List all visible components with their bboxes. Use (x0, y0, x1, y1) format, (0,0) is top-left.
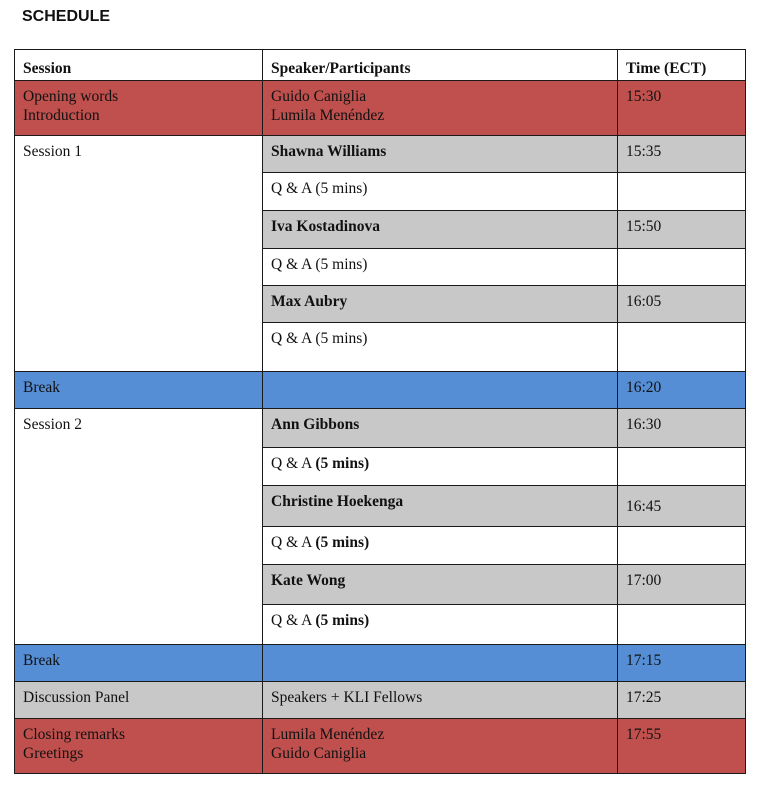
session2-qa3-time (618, 605, 746, 645)
header-session: Session (15, 50, 263, 81)
break2-label: Break (15, 645, 263, 682)
opening-speaker-cell (263, 81, 618, 136)
session1-speaker1: Shawna Williams (263, 136, 618, 173)
session1-speaker2: Iva Kostadinova (263, 211, 618, 249)
qa-duration: (5 mins) (315, 534, 370, 551)
panel-time: 17:25 (618, 682, 746, 719)
table-row-session1-speaker1 (15, 136, 746, 173)
table-row-opening (15, 81, 746, 136)
session2-time1: 16:30 (618, 409, 746, 448)
table-row-break1 (15, 372, 746, 409)
break2-time: 17:15 (618, 645, 746, 682)
opening-speaker-line1: Guido Caniglia (271, 88, 367, 105)
session1-time2: 15:50 (618, 211, 746, 249)
header-time: Time (ECT) (618, 50, 746, 81)
table-row-break2 (15, 645, 746, 682)
closing-session-cell (15, 719, 263, 774)
session1-time3: 16:05 (618, 286, 746, 323)
session2-qa3 (263, 605, 618, 645)
schedule-table (14, 49, 746, 774)
session1-qa1: Q & A (5 mins) (263, 173, 618, 211)
header-speaker: Speaker/Participants (263, 50, 618, 81)
session1-time1: 15:35 (618, 136, 746, 173)
session2-speaker1: Ann Gibbons (263, 409, 618, 448)
closing-speaker-line2: Guido Caniglia (271, 745, 367, 762)
closing-time: 17:55 (618, 719, 746, 774)
panel-label: Discussion Panel (15, 682, 263, 719)
session2-qa1-time (618, 448, 746, 486)
session2-qa2-time (618, 527, 746, 565)
closing-speaker-line1: Lumila Menéndez (271, 726, 385, 743)
session1-label: Session 1 (15, 136, 263, 372)
qa-duration: (5 mins) (315, 612, 370, 629)
session1-qa1-time (618, 173, 746, 211)
table-row-panel (15, 682, 746, 719)
opening-session-line2: Introduction (23, 107, 100, 124)
break1-label: Break (15, 372, 263, 409)
panel-speaker: Speakers + KLI Fellows (263, 682, 618, 719)
session2-qa2 (263, 527, 618, 565)
table-row-closing (15, 719, 746, 774)
opening-time: 15:30 (618, 81, 746, 136)
closing-speaker-cell (263, 719, 618, 774)
closing-session-line1: Closing remarks (23, 726, 126, 743)
session1-qa3-time (618, 323, 746, 372)
session1-speaker3: Max Aubry (263, 286, 618, 323)
table-row-session2-speaker1 (15, 409, 746, 448)
opening-session-cell (15, 81, 263, 136)
qa-prefix: Q & A (271, 534, 316, 551)
session2-qa1 (263, 448, 618, 486)
session2-speaker2: Christine Hoekenga (263, 486, 618, 527)
qa-prefix: Q & A (271, 455, 316, 472)
session1-qa2-time (618, 249, 746, 286)
qa-prefix: Q & A (271, 612, 316, 629)
header-row (15, 50, 746, 81)
closing-session-line2: Greetings (23, 745, 84, 762)
session2-time2: 16:45 (618, 486, 746, 527)
session2-time3: 17:00 (618, 565, 746, 605)
session2-speaker3: Kate Wong (263, 565, 618, 605)
session1-qa2: Q & A (5 mins) (263, 249, 618, 286)
page-title: SCHEDULE (22, 8, 111, 25)
qa-duration: (5 mins) (315, 455, 370, 472)
session2-label: Session 2 (15, 409, 263, 645)
session1-qa3: Q & A (5 mins) (263, 323, 618, 372)
break1-time: 16:20 (618, 372, 746, 409)
opening-session-line1: Opening words (23, 88, 119, 105)
break1-speaker (263, 372, 618, 409)
break2-speaker (263, 645, 618, 682)
opening-speaker-line2: Lumila Menéndez (271, 107, 385, 124)
